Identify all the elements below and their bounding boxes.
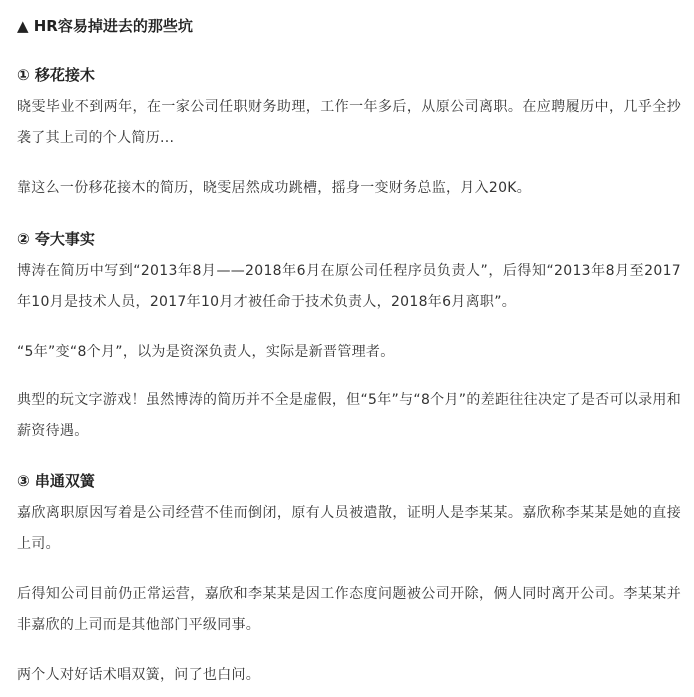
section-1-paragraph-1: 晓雯毕业不到两年，在一家公司任职财务助理，工作一年多后，从原公司离职。在应聘履历中，几乎全抄袭了其上司的个人简历... bbox=[17, 99, 681, 146]
section-2-paragraph-2: “5年”变“8个月”，以为是资深负责人，实际是新晋管理者。 bbox=[17, 344, 395, 360]
section-heading-1: ① 移花接木 bbox=[17, 66, 95, 84]
section-3-paragraph-1: 嘉欣离职原因写着是公司经营不佳而倒闭，原有人员被遣散，证明人是李某某。嘉欣称李某某是她的直接上司。 bbox=[17, 505, 681, 552]
section-1-paragraph-2: 靠这么一份移花接木的简历，晓雯居然成功跳槽，摇身一变财务总监，月入20K。 bbox=[17, 180, 532, 196]
section-3-paragraph-2: 后得知公司目前仍正常运营，嘉欣和李某某是因工作态度问题被公司开除，俩人同时离开公司。李某某并非嘉欣的上司而是其他部门平级同事。 bbox=[17, 586, 681, 633]
section-heading-3: ③ 串通双簧 bbox=[17, 472, 95, 490]
section-2-paragraph-1: 博涛在简历中写到“2013年8月——2018年6月在原公司任程序员负责人”，后得知“2013年8月至2017年10月是技术人员，2017年10月才被任命于技术负责人，2018年6月离职”。 bbox=[17, 263, 681, 310]
section-2-paragraph-3: 典型的玩文字游戏！虽然博涛的简历并不全是虚假，但“5年”与“8个月”的差距往往决定了是否可以录用和薪资待遇。 bbox=[17, 392, 681, 439]
section-3-paragraph-3: 两个人对好话术唱双簧，问了也白问。 bbox=[17, 667, 261, 683]
article-title: ▲ HR容易掉进去的那些坑 bbox=[17, 17, 193, 35]
section-heading-2: ② 夸大事实 bbox=[17, 230, 95, 248]
